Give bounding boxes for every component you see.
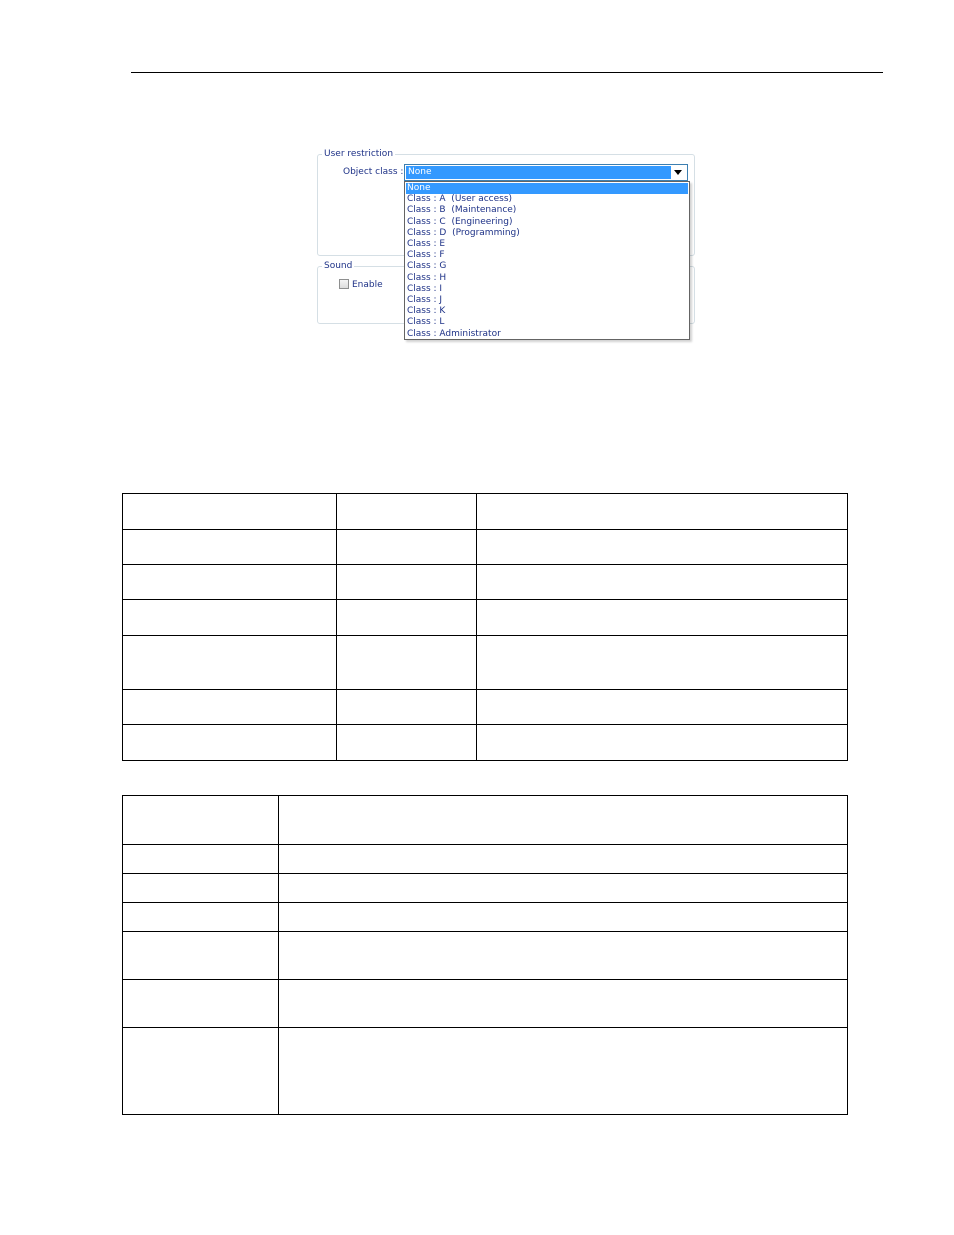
dropdown-option[interactable]: Class : L	[407, 317, 445, 328]
table-cell	[337, 565, 477, 600]
object-class-select[interactable]	[404, 164, 688, 181]
table-cell	[279, 932, 848, 980]
sound-legend: Sound	[324, 261, 353, 271]
table-cell	[337, 494, 477, 530]
chevron-down-icon[interactable]	[671, 165, 685, 180]
table-row	[123, 600, 848, 636]
table-cell	[123, 845, 279, 874]
object-class-selected-value: None	[406, 166, 671, 179]
dropdown-option[interactable]: Class : Administrator	[407, 328, 501, 339]
table-one	[122, 493, 848, 761]
table-row	[123, 725, 848, 761]
dropdown-option[interactable]: Class : B (Maintenance)	[407, 205, 517, 216]
table-cell	[279, 903, 848, 932]
table-cell	[279, 845, 848, 874]
user-restriction-legend: User restriction	[324, 149, 394, 159]
table-cell	[337, 530, 477, 565]
table-row	[123, 565, 848, 600]
dropdown-option[interactable]: Class : F	[407, 250, 445, 261]
table-cell	[123, 690, 337, 725]
dropdown-option[interactable]: Class : K	[407, 306, 446, 317]
table-cell	[123, 932, 279, 980]
table-cell	[477, 494, 848, 530]
dropdown-option[interactable]: Class : J	[407, 295, 443, 305]
table-cell	[123, 565, 337, 600]
table-row	[123, 874, 848, 903]
table-cell	[123, 530, 337, 565]
table-cell	[123, 903, 279, 932]
dropdown-option[interactable]: Class : C (Engineering)	[407, 216, 513, 227]
table-cell	[123, 796, 279, 845]
table-cell	[337, 600, 477, 636]
table-cell	[279, 1028, 848, 1115]
table-row	[123, 932, 848, 980]
dropdown-option[interactable]: Class : H	[407, 272, 447, 283]
table-row	[123, 494, 848, 530]
dropdown-option[interactable]: Class : D (Programming)	[407, 227, 520, 238]
table-cell	[279, 796, 848, 845]
table-cell	[477, 690, 848, 725]
table-cell	[337, 636, 477, 690]
table-row	[123, 1028, 848, 1115]
dropdown-option[interactable]: Class : A (User access)	[407, 194, 513, 205]
table-cell	[279, 874, 848, 903]
header-rule	[131, 72, 883, 73]
object-class-label: Object class :	[343, 167, 404, 177]
table-cell	[123, 980, 279, 1028]
dropdown-option[interactable]: Class : G	[407, 261, 447, 272]
table-two	[122, 795, 848, 1115]
table-row	[123, 980, 848, 1028]
table-row	[123, 845, 848, 874]
object-class-dropdown-list	[404, 181, 690, 340]
dropdown-option[interactable]: None	[406, 183, 688, 194]
table-cell	[123, 600, 337, 636]
table-cell	[123, 494, 337, 530]
table-row	[123, 530, 848, 565]
table-row	[123, 903, 848, 932]
table-cell	[123, 636, 337, 690]
enable-label: Enable	[352, 280, 383, 290]
enable-checkbox[interactable]	[339, 279, 349, 289]
table-cell	[123, 1028, 279, 1115]
table-row	[123, 636, 848, 690]
dropdown-option[interactable]: Class : E	[407, 239, 446, 249]
dropdown-option[interactable]: Class : I	[407, 283, 443, 294]
table-cell	[477, 600, 848, 636]
table-cell	[477, 565, 848, 600]
table-cell	[337, 725, 477, 761]
table-row	[123, 690, 848, 725]
table-cell	[279, 980, 848, 1028]
table-cell	[477, 530, 848, 565]
table-row	[123, 796, 848, 845]
table-cell	[337, 690, 477, 725]
table-cell	[123, 725, 337, 761]
table-cell	[477, 725, 848, 761]
table-cell	[477, 636, 848, 690]
table-cell	[123, 874, 279, 903]
